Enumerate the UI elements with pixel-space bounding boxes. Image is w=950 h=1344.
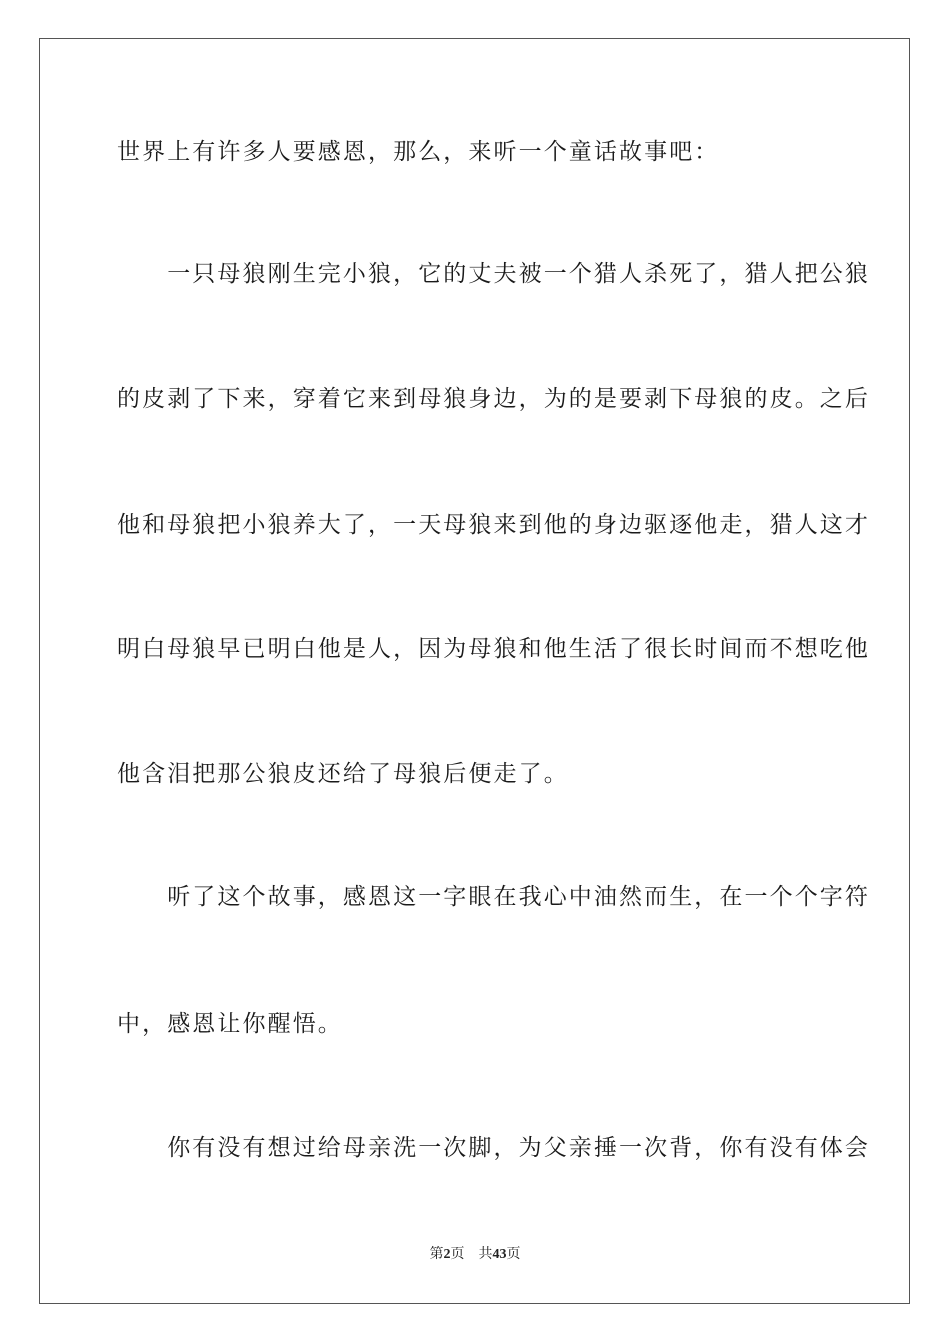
text-line: 世界上有许多人要感恩，那么，来听一个童话故事吧： bbox=[117, 139, 720, 165]
total-prefix: 共 bbox=[478, 1247, 493, 1262]
text-line: 他和母狼把小狼养大了，一天母狼来到他的身边驱逐他走，猎人这才 bbox=[117, 512, 870, 538]
text-line: 你有没有想过给母亲洗一次脚，为父亲捶一次背，你有没有体会 bbox=[117, 1135, 870, 1161]
text-line: 中，感恩让你醒悟。 bbox=[117, 1011, 343, 1037]
text-line: 明白母狼早已明白他是人，因为母狼和他生活了很长时间而不想吃他 bbox=[117, 636, 870, 662]
text-line: 一只母狼刚生完小狼，它的丈夫被一个猎人杀死了，猎人把公狼 bbox=[117, 261, 870, 287]
page-footer bbox=[0, 1246, 950, 1264]
page-border bbox=[39, 38, 910, 1304]
total-pages: 43 bbox=[492, 1247, 507, 1262]
text-line: 他含泪把那公狼皮还给了母狼后便走了。 bbox=[117, 761, 569, 787]
page-prefix: 第 bbox=[429, 1247, 444, 1262]
total-suffix: 页 bbox=[506, 1247, 521, 1262]
page-suffix: 页 bbox=[450, 1247, 465, 1262]
text-line: 听了这个故事，感恩这一字眼在我心中油然而生，在一个个字符 bbox=[117, 884, 870, 910]
page-number: 2 bbox=[443, 1247, 451, 1262]
text-line: 的皮剥了下来，穿着它来到母狼身边，为的是要剥下母狼的皮。之后 bbox=[117, 386, 870, 412]
